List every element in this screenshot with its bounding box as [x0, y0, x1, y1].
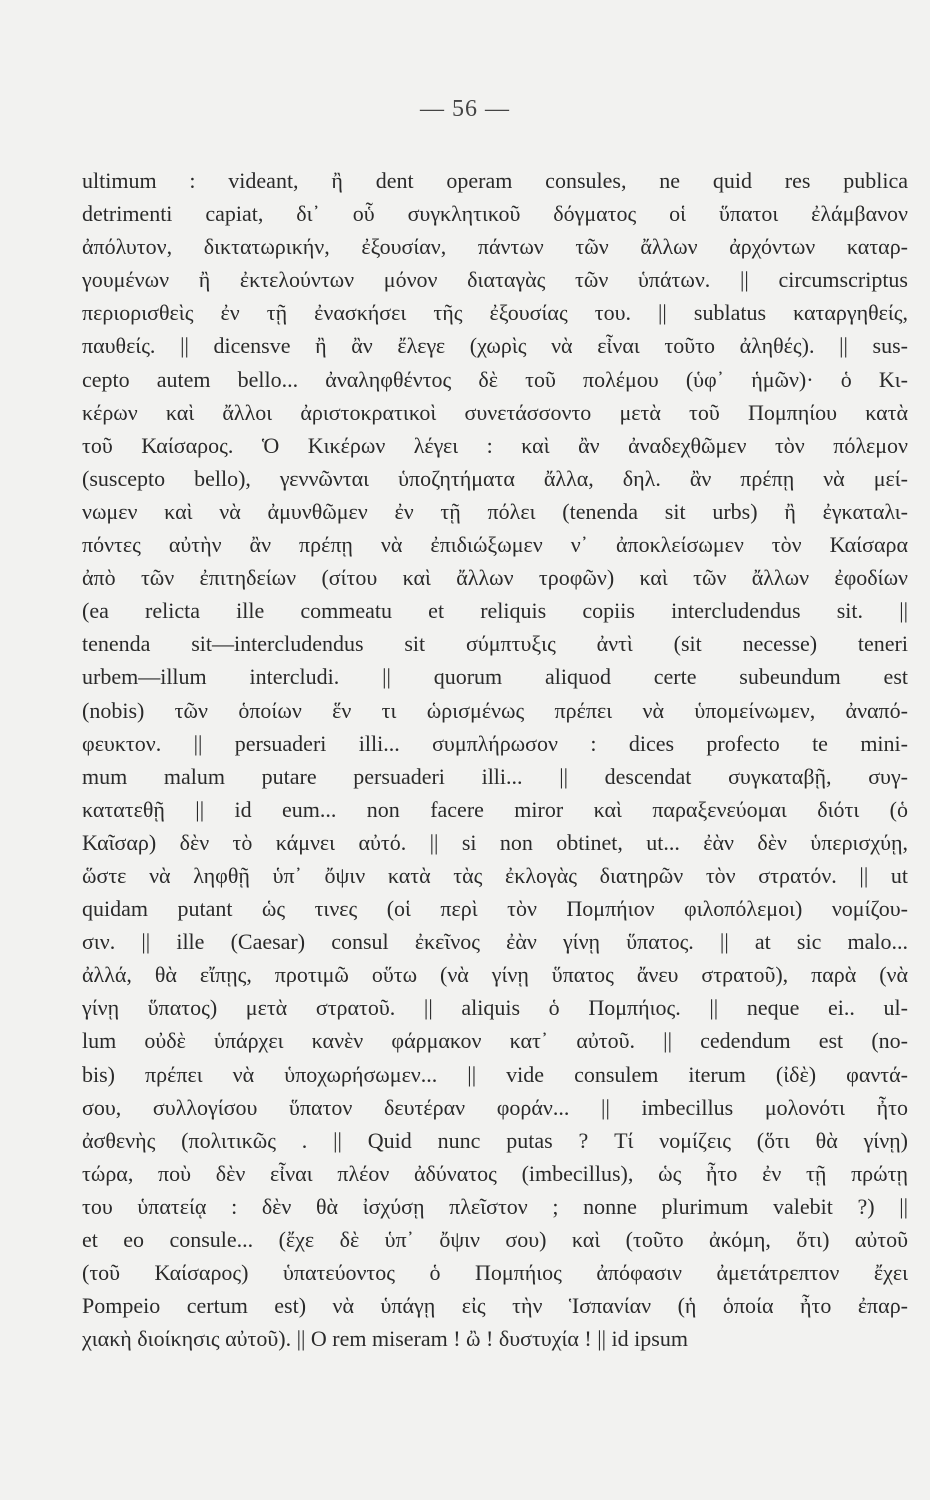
text-line: (suscepto bello), γεννῶνται ὑποζητήματα ἄλλα, δηλ. ἂν πρέπῃ νὰ μεί-	[82, 465, 908, 491]
text-line: γουμένων ἢ ἐκτελούντων μόνον διαταγὰς τῶν ὑπάτων. || circumscriptus	[82, 267, 908, 293]
text-line: τώρα, ποὺ δὲν εἶναι πλέον ἀδύνατος (imbecillus), ὡς ἦτο ἐν τῇ πρώτῃ	[82, 1160, 908, 1186]
text-line: ἀπόλυτον, δικτατωρικήν, ἐξουσίαν, πάντων τῶν ἄλλων ἀρχόντων καταρ-	[82, 234, 908, 260]
text-line: (τοῦ Καίσαρος) ὑπατεύοντος ὁ Πομπήιος ἀπόφασιν ἀμετάτρεπτον ἔχει	[82, 1260, 908, 1286]
text-line: et eo consule... (ἔχε δὲ ὑπ᾽ ὄψιν σου) καὶ (τοῦτο ἀκόμη, ὅτι) αὐτοῦ	[82, 1227, 908, 1252]
text-line: ἀλλά, θὰ εἴπῃς, προτιμῶ οὕτω (νὰ γίνῃ ὕπατος ἄνευ στρατοῦ), παρὰ (νὰ	[82, 962, 908, 988]
text-line: ultimum : videant, ἢ dent operam consules, ne quid res publica	[82, 168, 908, 193]
text-line: Καῖσαρ) δὲν τὸ κάμνει αὐτό. || si non obtinet, ut... ἐὰν δὲν ὑπερισχύῃ,	[82, 829, 908, 855]
text-line: tenenda sit—intercludendus sit σύμπτυξις ἀντὶ (sit necesse) teneri	[82, 631, 908, 657]
text-line: φευκτον. || persuaderi illi... συμπλήρωσον : dices profecto te mini-	[82, 730, 908, 756]
text-line: mum malum putare persuaderi illi... || descendat συγκαταβῇ, συγ-	[82, 763, 908, 789]
text-line: detrimenti capiat, δι᾽ οὗ συγκλητικοῦ δόγματος οἱ ὕπατοι ἐλάμβανον	[82, 201, 908, 227]
text-line: τοῦ Καίσαρος. Ὁ Κικέρων λέγει : καὶ ἂν ἀναδεχθῶμεν τὸν πόλεμον	[82, 432, 908, 458]
text-line: ἀπὸ τῶν ἐπιτηδείων (σίτου καὶ ἄλλων τροφῶν) καὶ τῶν ἄλλων ἐφοδίων	[82, 565, 908, 591]
text-line: ἀσθενὴς (πολιτικῶς . || Quid nunc putas ? Τί νομίζεις (ὅτι θὰ γίνῃ)	[82, 1127, 908, 1153]
text-line: χιακὴ διοίκησις αὐτοῦ). || O rem miseram ! ὢ ! δυστυχία ! || id ipsum	[82, 1326, 688, 1352]
text-line: νωμεν καὶ νὰ ἀμυνθῶμεν ἐν τῇ πόλει (tenenda sit urbs) ἢ ἐγκαταλι-	[82, 498, 908, 524]
text-line: bis) πρέπει νὰ ὑποχωρήσωμεν... || vide consulem iterum (ἰδὲ) φαντά-	[82, 1061, 908, 1087]
text-line: Pompeio certum est) νὰ ὑπάγῃ εἰς τὴν Ἱσπανίαν (ἡ ὁποία ἦτο ἐπαρ-	[82, 1293, 908, 1319]
page-number: — 56 —	[420, 96, 510, 122]
text-line: ὥστε νὰ ληφθῇ ὑπ᾽ ὄψιν κατὰ τὰς ἐκλογὰς διατηρῶν τὸν στρατόν. || ut	[82, 862, 908, 888]
text-line: (ea relicta ille commeatu et reliquis copiis intercludendus sit. ||	[82, 598, 908, 624]
text-line: lum οὐδὲ ὑπάρχει κανὲν φάρμακον κατ᾽ αὐτοῦ. || cedendum est (no-	[82, 1028, 908, 1054]
text-line: του ὑπατείᾳ : δὲν θὰ ἰσχύσῃ πλεῖστον ; nonne plurimum valebit ?) ||	[82, 1193, 908, 1219]
text-line: σου, συλλογίσου ὕπατον δευτέραν φοράν... || imbecillus μολονότι ἦτο	[82, 1094, 908, 1120]
text-line: περιορισθεὶς ἐν τῇ ἐνασκήσει τῆς ἐξουσίας του. || sublatus καταργηθείς,	[82, 300, 908, 326]
text-line: σιν. || ille (Caesar) consul ἐκεῖνος ἐὰν γίνῃ ὕπατος. || at sic malo...	[82, 929, 908, 955]
text-line: κατατεθῇ || id eum... non facere miror καὶ παραξενεύομαι διότι (ὁ	[82, 796, 908, 822]
text-line: κέρων καὶ ἄλλοι ἀριστοκρατικοὶ συνετάσσοντο μετὰ τοῦ Πομπηίου κατὰ	[82, 399, 908, 425]
text-line: cepto autem bello... ἀναληφθέντος δὲ τοῦ πολέμου (ὑφ᾽ ἡμῶν)· ὁ Κι-	[82, 366, 908, 392]
body-text	[82, 164, 908, 1355]
text-line: (nobis) τῶν ὁποίων ἕν τι ὡρισμένως πρέπει νὰ ὑπομείνωμεν, ἀναπό-	[82, 697, 908, 723]
text-line: quidam putant ὡς τινες (οἱ περὶ τὸν Πομπήιον φιλοπόλεμοι) νομίζου-	[82, 896, 908, 922]
text-line: γίνῃ ὕπατος) μετὰ στρατοῦ. || aliquis ὁ Πομπήιος. || neque ei.. ul-	[82, 995, 908, 1021]
text-line: urbem—illum intercludi. || quorum aliquod certe subeundum est	[82, 664, 908, 690]
text-line: παυθείς. || dicensve ἢ ἂν ἔλεγε (χωρὶς νὰ εἶναι τοῦτο ἀληθές). || sus-	[82, 333, 908, 359]
text-line: πόντες αὐτὴν ἂν πρέπῃ νὰ ἐπιδιώξωμεν ν᾽ ἀποκλείσωμεν τὸν Καίσαρα	[82, 532, 908, 558]
